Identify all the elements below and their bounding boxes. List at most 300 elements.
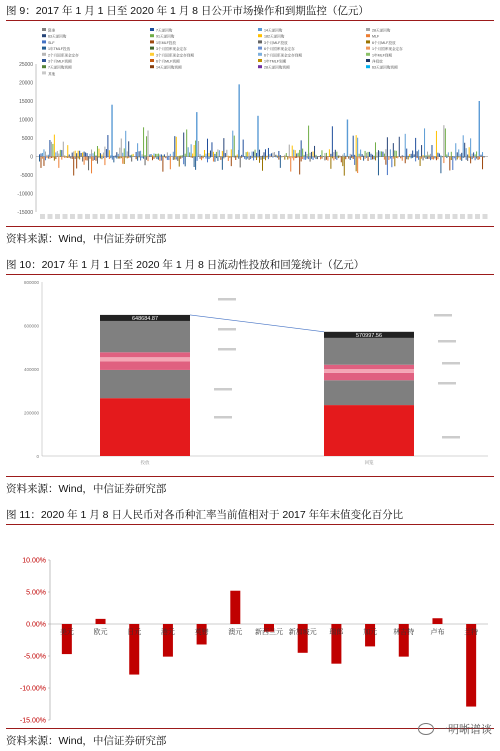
ops-bar <box>220 157 221 160</box>
ops-bar <box>142 157 143 159</box>
ops-bar <box>333 152 334 156</box>
ops-bar <box>484 157 485 158</box>
ops-bar <box>253 152 254 157</box>
ops-bar <box>469 157 470 158</box>
ops-bar <box>229 157 230 158</box>
figure-11-source: 资料来源：Wind，中信证券研究部 <box>6 728 494 749</box>
x-date-label <box>153 214 158 219</box>
legend-label: 3个月MLF到期 <box>48 59 72 64</box>
ops-bar <box>226 157 227 158</box>
ops-bar <box>45 157 46 161</box>
ops-bar <box>451 152 452 157</box>
ops-bar <box>310 153 311 157</box>
ops-bar <box>363 156 364 157</box>
x-date-label <box>250 214 255 219</box>
ops-bar <box>247 152 248 157</box>
ops-bar <box>57 151 58 156</box>
legend-swatch <box>258 65 262 68</box>
ops-bar <box>448 157 449 158</box>
ops-bar <box>69 155 70 157</box>
ops-bar <box>341 157 342 163</box>
ops-bar <box>476 157 477 159</box>
ops-bar <box>336 152 337 157</box>
ops-bar <box>338 156 339 157</box>
legend-swatch <box>258 28 262 31</box>
ops-bar <box>142 154 143 156</box>
ops-bar <box>152 155 153 156</box>
ops-bar <box>335 150 336 157</box>
stacked-segment <box>100 352 190 357</box>
ops-bar <box>223 138 224 156</box>
ops-bar <box>420 157 421 166</box>
ops-bar <box>188 147 189 156</box>
ops-bar <box>296 153 297 156</box>
legend-label: 63天逆回购到期 <box>372 65 398 70</box>
ops-bar <box>125 131 126 157</box>
ops-bar <box>78 157 79 159</box>
ops-bar <box>171 157 172 158</box>
legend-label: 6个月MLF到期 <box>156 59 180 64</box>
ops-bar <box>222 151 223 157</box>
ops-bar <box>368 152 369 157</box>
x-date-label <box>288 214 293 219</box>
segment-annotation <box>438 340 456 343</box>
ops-bar <box>200 154 201 156</box>
ops-bar <box>292 157 293 159</box>
ops-bar <box>482 152 483 156</box>
ops-bar <box>481 157 482 158</box>
ops-bar <box>259 150 260 157</box>
ops-bar <box>255 150 256 157</box>
ops-bar <box>46 157 47 159</box>
ops-bar <box>394 157 395 167</box>
ops-bar <box>304 155 305 157</box>
ops-bar <box>263 152 264 156</box>
ops-bar <box>210 151 211 157</box>
ops-bar <box>351 157 352 158</box>
y-tick-label: 15000 <box>19 99 33 105</box>
x-date-label <box>55 214 60 219</box>
ops-bar <box>362 154 363 156</box>
ops-bar <box>107 135 108 156</box>
ops-bar <box>429 155 430 157</box>
ops-bar <box>87 153 88 156</box>
x-date-label <box>213 214 218 219</box>
y-tick-label: 25000 <box>19 62 33 68</box>
ops-bar <box>458 149 459 156</box>
ops-bar-spike <box>257 116 258 157</box>
ops-bar <box>200 157 201 159</box>
x-date-label <box>205 214 210 219</box>
ops-bar <box>130 157 131 158</box>
ops-bar <box>381 157 382 158</box>
legend-swatch <box>366 59 370 62</box>
ops-bar <box>342 155 343 157</box>
ops-bar <box>369 157 370 158</box>
ops-bar <box>48 157 49 159</box>
ops-bar <box>51 157 52 158</box>
ops-bar <box>246 152 247 156</box>
ops-bar <box>84 152 85 157</box>
ops-bar <box>176 137 177 157</box>
ops-bar <box>271 157 272 158</box>
legend-label: 14天逆回购 <box>264 28 283 33</box>
ops-bar <box>329 149 330 156</box>
x-date-label <box>423 214 428 219</box>
ops-bar <box>72 157 73 159</box>
ops-bar <box>357 157 358 174</box>
ops-bar <box>152 157 153 161</box>
ops-bar <box>226 150 227 157</box>
ops-bar <box>40 157 41 168</box>
watermark-text: 一明晰谱谈 <box>437 724 492 736</box>
ops-bar <box>231 149 232 156</box>
ops-bar <box>463 157 464 158</box>
ops-bar <box>393 143 394 156</box>
ops-bar <box>336 157 337 160</box>
ops-bar <box>161 157 162 161</box>
segment-annotation <box>434 314 452 317</box>
ops-bar <box>301 157 302 162</box>
ops-bar <box>365 151 366 157</box>
ops-bar <box>403 156 404 157</box>
legend-swatch <box>258 47 262 50</box>
ops-bar <box>214 157 215 162</box>
x-date-label <box>115 214 120 219</box>
y-tick-label: 0.00% <box>26 621 46 629</box>
ops-bar <box>234 157 235 158</box>
ops-bar <box>381 151 382 156</box>
ops-bar <box>258 157 259 158</box>
x-tick-label: 日元 <box>127 629 142 636</box>
ops-bar <box>95 156 96 157</box>
ops-bar <box>286 153 287 156</box>
ops-bar <box>116 152 117 156</box>
ops-bar <box>332 157 333 159</box>
ops-bar <box>155 157 156 158</box>
ops-bar <box>314 157 315 158</box>
ops-bar <box>317 157 318 160</box>
ops-bar <box>170 154 171 157</box>
ops-bar <box>302 149 303 157</box>
ops-bar <box>415 138 416 157</box>
segment-annotation <box>218 298 236 301</box>
ops-bar <box>393 157 394 159</box>
x-tick-label: 瑞郎 <box>329 629 344 636</box>
ops-bar-spike <box>479 101 480 157</box>
ops-bar <box>97 157 98 164</box>
ops-bar <box>372 157 373 160</box>
x-date-label <box>468 214 473 219</box>
ops-bar <box>402 157 403 161</box>
ops-bar <box>207 157 208 163</box>
legend-label: 28天逆回购到期 <box>264 65 290 70</box>
ops-bar <box>252 152 253 157</box>
ops-bar <box>90 154 91 157</box>
ops-bar <box>90 157 91 159</box>
ops-bar <box>228 156 229 157</box>
x-date-label <box>333 214 338 219</box>
ops-bar <box>97 146 98 157</box>
ops-bar <box>82 157 83 162</box>
segment-annotation <box>214 416 232 419</box>
ops-bar <box>149 154 150 156</box>
ops-bar <box>85 152 86 156</box>
ops-bar <box>463 135 464 156</box>
x-tick-label: 新西兰元 <box>255 629 283 636</box>
ops-bar <box>274 152 275 156</box>
ops-bar <box>116 157 117 159</box>
ops-bar <box>348 157 349 159</box>
ops-bar <box>162 157 163 172</box>
legend-label: 1年MLF投放 <box>156 40 176 45</box>
ops-bar <box>84 157 85 165</box>
ops-bar <box>60 157 61 158</box>
ops-bar <box>405 157 406 164</box>
ops-bar <box>330 157 331 169</box>
x-date-label <box>385 214 390 219</box>
ops-bar <box>320 157 321 160</box>
ops-bar <box>430 154 431 157</box>
ops-bar <box>211 142 212 156</box>
ops-bar <box>88 157 89 171</box>
ops-bar <box>125 157 126 158</box>
connector-line <box>190 315 324 332</box>
figure-10-title: 图 10：2017 年 1 月 1 日至 2020 年 1 月 8 日流动性投放和回笼统计（亿元） <box>6 256 494 275</box>
ops-bar <box>112 157 113 160</box>
ops-bar <box>316 155 317 157</box>
x-date-label <box>370 214 375 219</box>
ops-bar <box>253 157 254 161</box>
ops-bar <box>326 153 327 157</box>
ops-bar <box>43 149 44 156</box>
ops-bar <box>424 128 425 156</box>
ops-bar <box>69 157 70 159</box>
ops-bar-spike <box>196 112 197 156</box>
ops-bar <box>357 138 358 157</box>
ops-bar-spike <box>238 84 239 156</box>
ops-bar <box>145 157 146 166</box>
ops-bar <box>54 135 55 157</box>
ops-bar <box>208 153 209 157</box>
ops-bar <box>104 147 105 157</box>
ops-bar <box>131 155 132 157</box>
ops-bar <box>261 157 262 160</box>
x-date-label <box>273 214 278 219</box>
ops-bar <box>278 151 279 157</box>
ops-bar <box>280 157 281 168</box>
ops-bar <box>173 152 174 157</box>
ops-bar <box>418 157 419 160</box>
ops-bar <box>460 154 461 156</box>
ops-bar <box>365 157 366 159</box>
ops-bar <box>305 157 306 160</box>
ops-bar <box>469 147 470 156</box>
legend-swatch <box>42 53 46 56</box>
ops-bar <box>156 154 157 157</box>
ops-bar <box>374 157 375 160</box>
x-date-label <box>130 214 135 219</box>
ops-bar <box>241 155 242 157</box>
ops-bar <box>124 157 125 164</box>
ops-bar <box>100 153 101 156</box>
ops-bar <box>269 157 270 158</box>
ops-bar <box>369 152 370 157</box>
legend-label: 63天逆回购 <box>48 34 67 39</box>
legend-swatch <box>366 40 370 43</box>
ops-bar <box>354 155 355 157</box>
x-tick-label: 加元 <box>363 629 378 636</box>
ops-bar <box>106 157 107 158</box>
ops-bar <box>146 136 147 156</box>
ops-bar <box>46 155 47 157</box>
ops-bar <box>311 157 312 159</box>
x-tick-label: 新加坡元 <box>288 629 317 636</box>
ops-bar <box>443 157 444 164</box>
ops-bar <box>278 157 279 160</box>
ops-bar <box>225 157 226 158</box>
ops-bar <box>235 156 236 157</box>
x-date-label <box>190 214 195 219</box>
ops-bar <box>42 157 43 159</box>
legend-label: MLF <box>372 34 380 39</box>
legend-swatch <box>258 34 262 37</box>
ops-bar <box>382 157 383 158</box>
x-date-label <box>78 214 83 219</box>
ops-bar <box>314 146 315 157</box>
legend-label: 1年TMLF投放 <box>48 47 71 52</box>
ops-bar <box>342 157 343 167</box>
ops-bar <box>259 157 260 163</box>
fx-bar <box>96 619 106 624</box>
ops-bar <box>79 151 80 157</box>
x-date-label <box>430 214 435 219</box>
ops-bar <box>124 148 125 156</box>
ops-bar <box>174 157 175 160</box>
x-date-label <box>348 214 353 219</box>
x-date-label <box>138 214 143 219</box>
ops-bar <box>265 149 266 156</box>
ops-bar <box>58 154 59 157</box>
figure-9-source: 资料来源：Wind，中信证券研究部 <box>6 226 494 247</box>
figure-11-chart <box>6 526 494 726</box>
ops-bar <box>52 157 53 158</box>
legend-label: 3个月国库现金定存 <box>156 47 187 52</box>
ops-bar <box>406 157 407 160</box>
x-tick-label: 卢布 <box>430 629 445 636</box>
ops-bar <box>329 157 330 158</box>
ops-bar <box>151 154 152 156</box>
ops-bar <box>201 156 202 157</box>
ops-bar <box>98 149 99 157</box>
ops-bar <box>186 157 187 158</box>
legend-swatch <box>150 59 154 62</box>
ops-bar <box>399 157 400 158</box>
ops-bar <box>244 157 245 159</box>
ops-bar <box>452 157 453 170</box>
ops-bar <box>293 157 294 161</box>
ops-bar <box>145 155 146 157</box>
ops-bar <box>266 156 267 157</box>
ops-bar <box>42 153 43 157</box>
ops-bar <box>287 157 288 160</box>
ops-bar <box>375 142 376 156</box>
ops-bar <box>457 152 458 156</box>
ops-bar <box>151 157 152 158</box>
ops-bar <box>39 157 40 162</box>
legend-label: 1年TMLF到期 <box>264 59 287 64</box>
ops-bar <box>75 151 76 157</box>
ops-bar <box>454 157 455 159</box>
y-tick-label: 5000 <box>21 136 33 142</box>
ops-bar <box>274 157 275 158</box>
ops-bar <box>139 157 140 158</box>
y-tick-label: -5000 <box>20 173 33 179</box>
y-tick-label: 600000 <box>23 323 39 329</box>
ops-bar <box>472 154 473 157</box>
ops-bar <box>414 154 415 156</box>
ops-bar <box>345 156 346 157</box>
figure-10-svg <box>6 276 494 471</box>
x-tick-label: 回笼 <box>364 460 374 465</box>
ops-bar <box>437 153 438 157</box>
y-tick-label: 5.00% <box>26 589 46 597</box>
figure-9-title: 图 9：2017 年 1 月 1 日至 2020 年 1 月 8 日公开市场操作和到期监控（亿元） <box>6 2 494 21</box>
x-date-label <box>123 214 128 219</box>
ops-bar <box>272 157 273 158</box>
legend-label: 14天逆回购到期 <box>156 65 182 70</box>
ops-bar <box>235 157 236 160</box>
stacked-segment <box>324 380 414 405</box>
ops-bar <box>360 150 361 157</box>
segment-annotation <box>438 382 456 385</box>
legend-label: 其他 <box>48 71 56 76</box>
ops-bar <box>153 157 154 159</box>
legend-label: 7天逆回购 <box>156 28 173 33</box>
ops-bar <box>203 157 204 159</box>
ops-bar <box>406 149 407 157</box>
x-tick-label: 林吉特 <box>393 629 415 636</box>
ops-bar <box>458 157 459 158</box>
ops-bar <box>466 157 467 160</box>
x-tick-label: 美元 <box>59 629 74 636</box>
x-tick-label: 欧元 <box>93 629 108 636</box>
fx-bar <box>432 618 442 624</box>
ops-bar <box>256 157 257 161</box>
ops-bar <box>311 152 312 157</box>
x-date-label <box>145 214 150 219</box>
ops-bar <box>39 154 40 156</box>
ops-bar <box>171 156 172 157</box>
ops-bar <box>115 156 116 157</box>
ops-bar <box>411 154 412 157</box>
ops-bar <box>374 156 375 157</box>
ops-bar <box>330 154 331 157</box>
ops-bar <box>290 157 291 172</box>
ops-bar <box>391 157 392 168</box>
ops-bar <box>338 157 339 159</box>
ops-bar <box>426 155 427 156</box>
ops-bar <box>442 157 443 158</box>
ops-bar <box>139 151 140 156</box>
ops-bar <box>470 157 471 164</box>
legend-swatch <box>258 59 262 62</box>
ops-bar <box>396 157 397 158</box>
legend-swatch <box>42 65 46 68</box>
x-date-label <box>258 214 263 219</box>
segment-annotation <box>214 388 232 391</box>
ops-bar <box>289 145 290 157</box>
